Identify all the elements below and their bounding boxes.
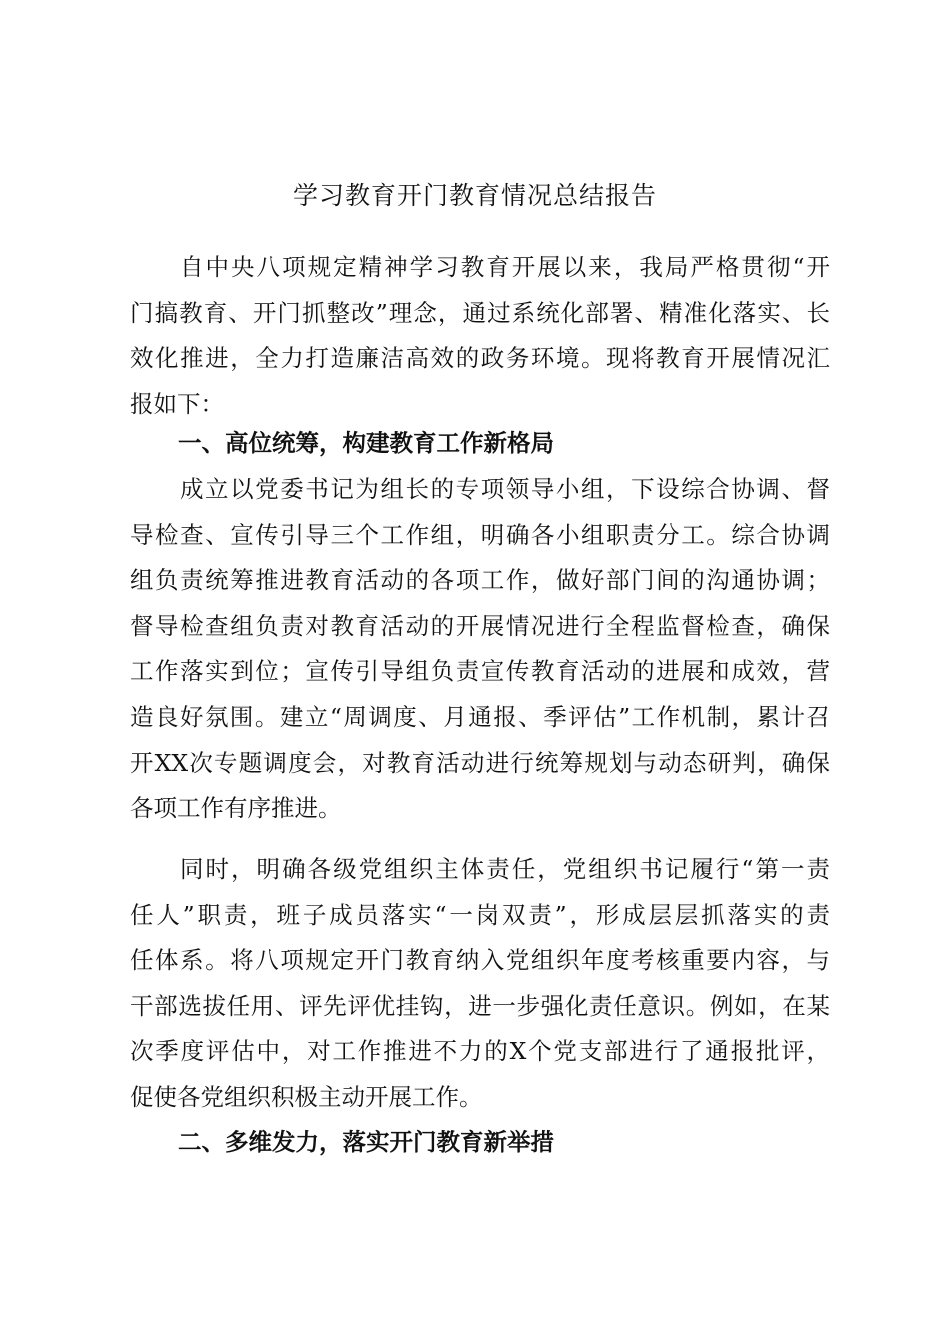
text-line: 报如下：: [130, 389, 224, 418]
text-line: 门搞教育、开门抓整改”理念，通过系统化部署、精准化落实、长: [130, 298, 830, 327]
text-line: 导检查、宣传引导三个工作组，明确各小组职责分工。综合协调: [130, 520, 830, 549]
text-line: 次季度评估中，对工作推进不力的X个党支部进行了通报批评，: [130, 1037, 830, 1066]
text-line: 督导检查组负责对教育活动的开展情况进行全程监督检查，确保: [130, 611, 830, 640]
text-line: 自中央八项规定精神学习教育开展以来，我局严格贯彻“开: [180, 253, 830, 281]
text-line: 成立以党委书记为组长的专项领导小组，下设综合协调、督: [180, 475, 830, 503]
text-line: 组负责统筹推进教育活动的各项工作，做好部门间的沟通协调；: [130, 566, 830, 595]
section-heading-1: 一、高位统筹，构建教育工作新格局: [178, 429, 554, 457]
text-line: 同时，明确各级党组织主体责任，党组织书记履行“第一责: [180, 855, 830, 883]
text-line: 促使各党组织积极主动开展工作。: [130, 1082, 483, 1111]
body-paragraph-2: [130, 847, 830, 1121]
text-line: 任人”职责，班子成员落实“一岗双责”，形成层层抓落实的责: [130, 900, 830, 929]
text-line: 干部选拔任用、评先评优挂钩，进一步强化责任意识。例如，在某: [130, 991, 830, 1020]
text-line: 任体系。将八项规定开门教育纳入党组织年度考核重要内容，与: [130, 946, 830, 975]
text-line: 效化推进，全力打造廉洁高效的政务环境。现将教育开展情况汇: [130, 344, 830, 373]
text-line: 开XX次专题调度会，对教育活动进行统筹规划与动态研判，确保: [130, 748, 830, 777]
text-line: 工作落实到位；宣传引导组负责宣传教育活动的进展和成效，营: [130, 657, 830, 686]
document-title: 学习教育开门教育情况总结报告: [292, 181, 657, 210]
section-heading-2: 二、多维发力，落实开门教育新举措: [178, 1128, 554, 1156]
text-line: 各项工作有序推进。: [130, 794, 342, 823]
body-paragraph-1: [130, 467, 830, 832]
intro-paragraph: [130, 245, 830, 427]
text-line: 造良好氛围。建立“周调度、月通报、季评估”工作机制，累计召: [130, 702, 830, 731]
